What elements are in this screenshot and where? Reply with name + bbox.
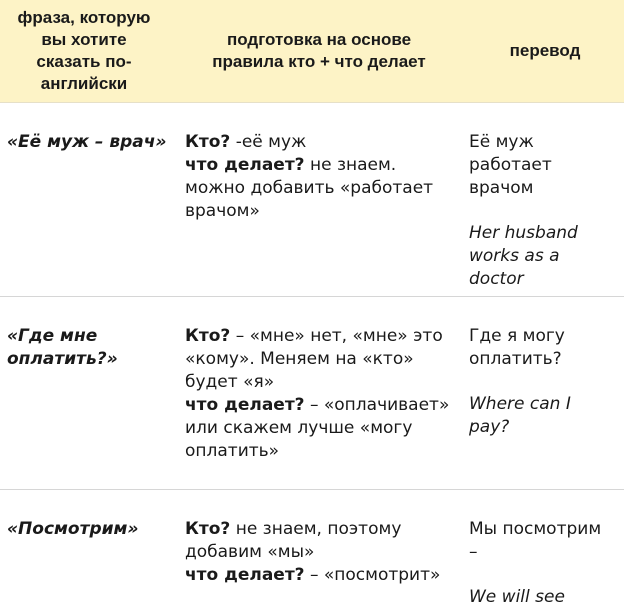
- prep-question: что делает?: [185, 395, 305, 415]
- prep-line: [185, 200, 465, 223]
- phrase-text: оплатить?»: [7, 349, 118, 369]
- prep-line: [185, 348, 465, 371]
- prep-text: добавим «мы»: [185, 542, 315, 562]
- preparation-cell: [185, 325, 465, 463]
- prep-text: – «оплачивает»: [304, 395, 450, 415]
- preparation-cell: [185, 131, 465, 223]
- translation-ru: Мы посмотрим: [469, 519, 602, 539]
- translation-en-line: works as a: [469, 246, 560, 266]
- translation-ru: оплатить?: [469, 349, 562, 369]
- prep-line: [185, 394, 465, 417]
- translation-en: [469, 586, 621, 609]
- header-phrase: [2, 0, 166, 102]
- prep-text: или скажем лучше «могу: [185, 418, 413, 438]
- prep-text: «кому». Меняем на «кто»: [185, 349, 414, 369]
- translation-en: [469, 393, 621, 439]
- phrase-text: «Посмотрим»: [7, 519, 139, 539]
- translation-cell: [469, 325, 621, 439]
- table-row: [0, 297, 624, 490]
- translation-cell: [469, 518, 621, 609]
- prep-text: не знаем, поэтому: [230, 519, 402, 539]
- translation-en-line: pay?: [469, 417, 510, 437]
- translation-cell: [469, 131, 621, 291]
- translation-ru: –: [469, 542, 478, 562]
- prep-line: [185, 177, 465, 200]
- phrase-text: «Где мне: [7, 326, 98, 346]
- translation-ru: Где я могу: [469, 326, 565, 346]
- prep-question: Кто?: [185, 132, 231, 152]
- prep-question: Кто?: [185, 519, 231, 539]
- prep-line: [185, 325, 465, 348]
- header-phrase-line: английски: [40, 74, 128, 93]
- prep-line: [185, 371, 465, 394]
- prep-text: – «посмотрит»: [304, 565, 441, 585]
- prep-line: [185, 541, 465, 564]
- table-row: [0, 490, 624, 615]
- prep-question: Кто?: [185, 326, 231, 346]
- prep-text: оплатить»: [185, 441, 280, 461]
- header-phrase-line: сказать по-: [36, 52, 132, 71]
- translation-ru: врачом: [469, 178, 534, 198]
- prep-line: [185, 518, 465, 541]
- header-phrase-line: фраза, которую: [17, 8, 151, 27]
- prep-line: [185, 564, 465, 587]
- translation-en-line: Her husband: [469, 223, 578, 243]
- prep-text: врачом»: [185, 201, 260, 221]
- prep-question: что делает?: [185, 155, 305, 175]
- prep-line: [185, 154, 465, 177]
- table-row: [0, 103, 624, 297]
- phrase-cell: [7, 518, 175, 541]
- header-preparation-line: подготовка на основе: [226, 30, 412, 49]
- table-header: [0, 0, 624, 103]
- header-preparation: [178, 0, 460, 102]
- translation-en-line: Where can I: [469, 394, 571, 414]
- translation-en-line: We will see: [469, 587, 565, 607]
- prep-line: [185, 131, 465, 154]
- prep-text: -её муж: [230, 132, 307, 152]
- header-preparation-line: правила кто + что делает: [212, 52, 426, 71]
- prep-line: [185, 417, 465, 440]
- prep-line: [185, 440, 465, 463]
- phrase-cell: [7, 131, 175, 154]
- prep-text: можно добавить «работает: [185, 178, 434, 198]
- prep-text: будет «я»: [185, 372, 275, 392]
- header-translation: перевод: [509, 41, 581, 60]
- phrase-cell: [7, 325, 175, 371]
- header-phrase-line: вы хотите: [41, 30, 127, 49]
- preparation-cell: [185, 518, 465, 587]
- translation-en: [469, 222, 621, 291]
- translation-en-line: doctor: [469, 269, 524, 289]
- phrase-text: «Её муж – врач»: [7, 132, 167, 152]
- prep-question: что делает?: [185, 565, 305, 585]
- prep-text: не знаем.: [304, 155, 397, 175]
- translation-ru: Её муж: [469, 132, 534, 152]
- translation-ru: работает: [469, 155, 552, 175]
- prep-text: – «мне» нет, «мне» это: [230, 326, 443, 346]
